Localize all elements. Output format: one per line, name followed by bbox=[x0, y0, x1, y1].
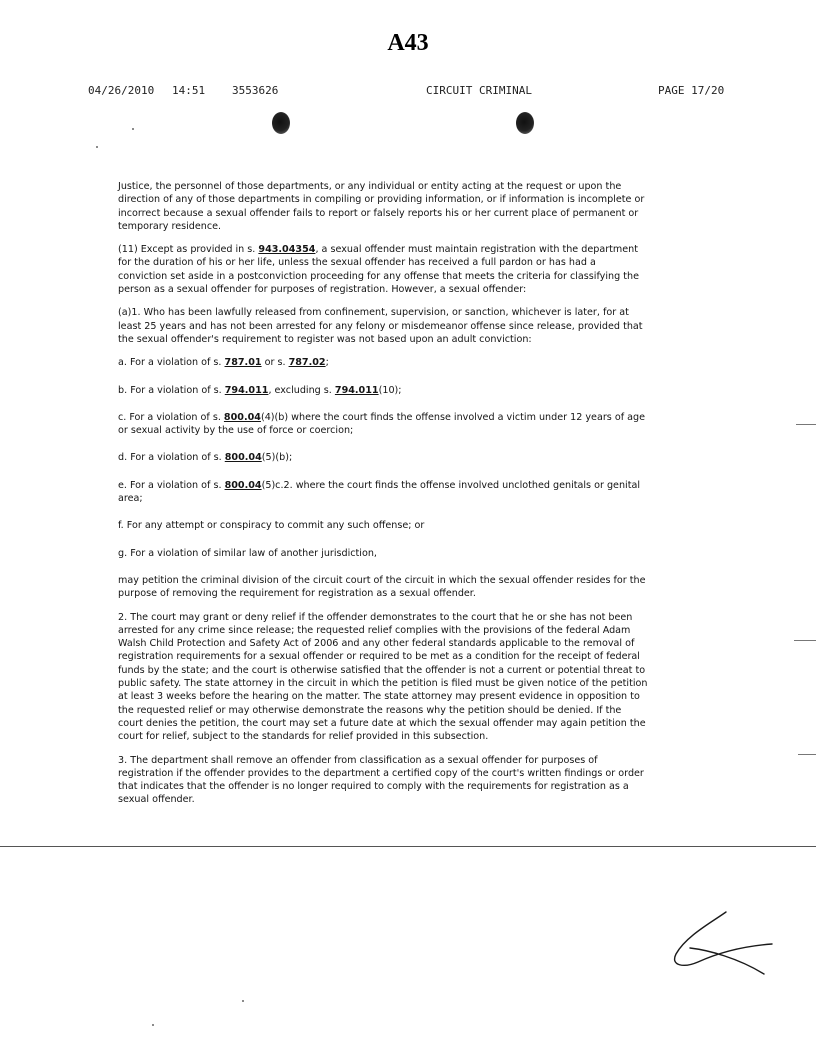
list-item-e: e. For a violation of s. 800.04(5)c.2. where the court finds the offense involved unclothed genitals or genital area; bbox=[118, 479, 640, 505]
list-item-f: f. For any attempt or conspiracy to commit any such offense; or bbox=[118, 520, 425, 532]
scan-speck bbox=[152, 1024, 154, 1026]
scan-line-artifact bbox=[0, 846, 816, 847]
exhibit-label: A43 bbox=[387, 30, 429, 56]
list-item-d: d. For a violation of s. 800.04(5)(b); bbox=[118, 452, 293, 464]
edge-mark bbox=[798, 754, 816, 755]
statute-text bbox=[118, 180, 648, 817]
fax-number: 3553626 bbox=[232, 84, 279, 97]
punch-hole-left-icon bbox=[272, 112, 290, 134]
list-item-a: a. For a violation of s. 787.01 or s. 787.02; bbox=[118, 357, 329, 369]
paragraph-11: (11) Except as provided in s. 943.04354, a sexual offender must maintain registration with the department for the duration of his or her life, unless the sexual offender has received a full pardon or has had a conviction set aside in a postconviction proceeding for any offense that meets the criteria for classifying the person as a sexual offender for purposes of registration. However, a sexual offender: bbox=[118, 244, 639, 296]
paragraph-intro: Justice, the personnel of those departments, or any individual or entity acting at the request or upon the direction of any of those departments in compiling or providing information, or if information is incomplete or incorrect because a sexual offender fails to report or falsely reports his or her current place of permanent or temporary residence. bbox=[118, 181, 645, 232]
paragraph-a1: (a)1. Who has been lawfully released from confinement, supervision, or sanction, whichever is later, for at least 25 years and has not been arrested for any felony or misdemeanor offense since release, provided that the sexual offender's requirement to register was not based upon an adult conviction: bbox=[118, 307, 643, 345]
signature-icon bbox=[668, 908, 778, 988]
punch-hole-right-icon bbox=[516, 112, 534, 134]
list-item-b: b. For a violation of s. 794.011, excluding s. 794.011(10); bbox=[118, 384, 402, 396]
statute-link[interactable]: 800.04 bbox=[224, 479, 262, 491]
list-item-c: c. For a violation of s. 800.04(4)(b) where the court finds the offense involved a victim under 12 years of age or sexual activity by the use of force or coercion; bbox=[118, 411, 645, 437]
scan-speck bbox=[96, 146, 98, 148]
scan-speck bbox=[132, 128, 134, 130]
paragraph-3: 3. The department shall remove an offender from classification as a sexual offender for purposes of registration if the offender provides to the department a certified copy of the court's written findings or order that indicates that the offender is no longer required to comply with the requirements for registration as a sexual offender. bbox=[118, 754, 644, 806]
edge-mark bbox=[794, 640, 816, 641]
statute-link[interactable]: 800.04 bbox=[224, 452, 262, 464]
statute-link[interactable]: 800.04 bbox=[223, 411, 261, 423]
list-item-g: g. For a violation of similar law of another jurisdiction, bbox=[118, 547, 377, 559]
statute-link[interactable]: 787.01 bbox=[224, 357, 262, 369]
fax-sender: CIRCUIT CRIMINAL bbox=[426, 84, 532, 97]
statute-link[interactable]: 794.011 bbox=[334, 384, 379, 396]
fax-date: 04/26/2010 bbox=[88, 84, 155, 97]
edge-mark bbox=[796, 424, 816, 425]
statute-link[interactable]: 794.011 bbox=[224, 384, 269, 396]
paragraph-petition: may petition the criminal division of the circuit court of the circuit in which the sexual offender resides for the purpose of removing the requirement for registration as a sexual offender. bbox=[118, 574, 646, 600]
fax-header bbox=[0, 84, 816, 100]
scan-speck bbox=[242, 1000, 244, 1002]
fax-page: PAGE 17/20 bbox=[658, 84, 725, 97]
paragraph-2: 2. The court may grant or deny relief if the offender demonstrates to the court that he or she has not been arrested for any crime since release; the requested relief complies with the provisions of the federal Adam Walsh Child Protection and Safety Act of 2006 and any other federal standards applicable to the removal of registration requirements for a sexual offender or required to be met as a condition for the receipt of federal funds by the state; and the court is otherwise satisfied that the offender is not a current or potential threat to public safety. The state attorney in the circuit in which the petition is filed must be given notice of the petition at least 3 weeks before the hearing on the matter. The state attorney may present evidence in opposition to the requested relief or may otherwise demonstrate the reasons why the petition should be denied. If the court denies the petition, the court may set a future date at which the sexual offender may again petition the court for relief, subject to the standards for relief provided in this subsection. bbox=[118, 611, 648, 743]
statute-link[interactable]: 787.02 bbox=[288, 357, 326, 369]
statute-link[interactable]: 943.04354 bbox=[258, 244, 316, 256]
fax-time: 14:51 bbox=[172, 84, 206, 97]
